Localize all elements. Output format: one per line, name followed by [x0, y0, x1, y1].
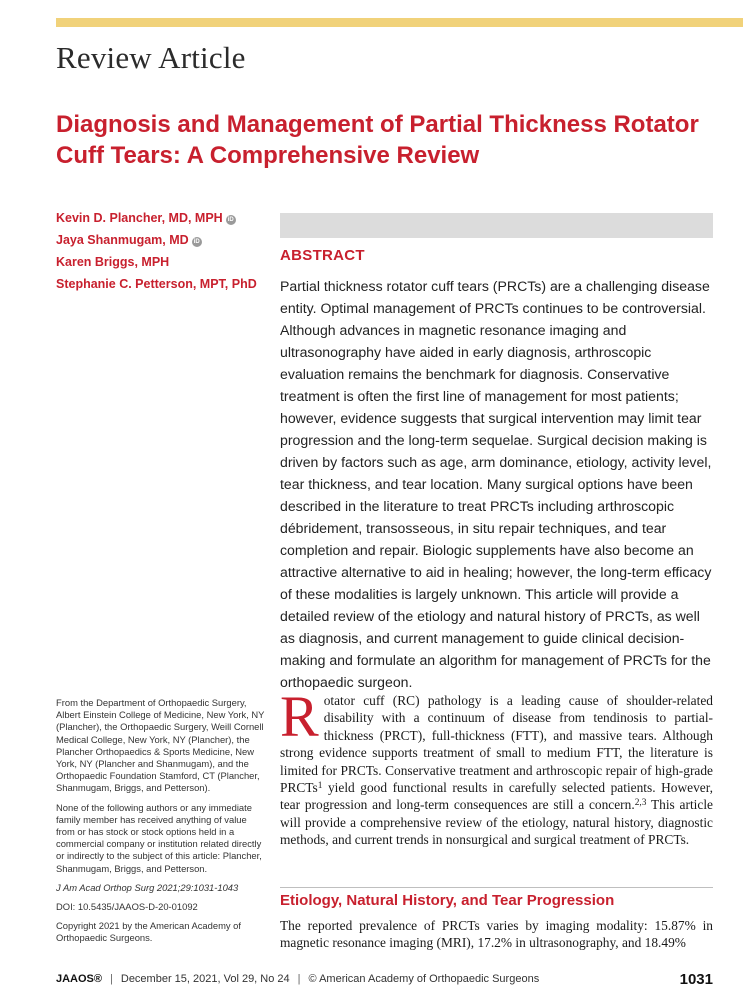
abstract-body: Partial thickness rotator cuff tears (PRCTs) are a challenging disease entity. Optimal management of PRCTs continues to be controversial. Although advances in magnetic resonance imaging and ultrasonography have aided in early diagnosis, arthroscopic evaluation remains the benchmark for diagnosis. Conservative treatment is often the first line of management for most patients; however, evidence suggests that surgical intervention may limit tear progression and the long-term sequelae. Surgical decision making is driven by factors such as age, arm dominance, etiology, activity level, tear thickness, and tear location. Many surgical options have been described in the literature to treat PRCTs including arthroscopic débridement, transosseous, in situ repair techniques, and tear completion and repair. Biologic supplements have also become an attractive alternative to aid in healing; however, the long-term efficacy of these modalities is largely unknown. This article will provide a detailed review of the etiology and natural history of PRCTs, as well as diagnosis, and current management to guide clinical decision-making and formulate an algorithm for management of PRCTs for the orthopaedic surgeon.	[280, 278, 712, 690]
doi-link[interactable]: DOI: 10.5435/JAAOS-D-20-01092	[56, 901, 198, 913]
footer-separator: |	[297, 973, 301, 985]
page-number: 1031	[679, 971, 713, 988]
reference-2-3[interactable]: 2,3	[634, 798, 647, 809]
author-item[interactable]	[56, 229, 276, 251]
intro-text-1: otator cuff (RC) pathology is a leading cause of shoulder-related disability with a continuum of disease from tendinosis to partial-thickness (PRCT), full-thickness (FTT), and massive tears. Although strong evidence supports treatment of small to medium FTT, the literature is limited for PRCTs. Conservative treatment and arthroscopic repair of high-grade PRCTs	[280, 693, 713, 796]
citation-text: J Am Acad Orthop Surg 2021;29:1031-1043	[56, 881, 239, 893]
author-item[interactable]	[56, 207, 276, 229]
author-item[interactable]	[56, 251, 276, 273]
dropcap-letter: R	[280, 684, 319, 749]
article-title: Diagnosis and Management of Partial Thickness Rotator Cuff Tears: A Comprehensive Review	[56, 111, 699, 169]
affiliation-sidebar	[56, 697, 266, 952]
issue-date: December 15, 2021, Vol 29, No 24	[120, 973, 290, 985]
footer-separator: |	[110, 973, 113, 985]
abstract-heading: ABSTRACT	[280, 247, 365, 264]
author-item[interactable]	[56, 273, 276, 295]
affiliation-text: From the Department of Orthopaedic Surgery, Albert Einstein College of Medicine, New York, NY (Plancher), the Orthopaedic Surgery, Weill Cornell Medical College, New York, NY (Plancher), the Plancher Orthopaedics & Sports Medicine, New York, NY (Plancher and Shanmugam), and the Orthopaedic Foundation Stamford, CT (Plancher, Shanmugam, Briggs, and Petterson).	[56, 697, 265, 794]
orcid-icon[interactable]: iD	[193, 239, 200, 245]
publisher-text: © American Academy of Orthopaedic Surgeons	[308, 973, 540, 985]
orcid-icon[interactable]: iD	[227, 217, 234, 223]
reference-1[interactable]: 1	[317, 781, 323, 792]
section-label: Review Article	[56, 40, 246, 75]
intro-text-2: yield good functional results in carefully selected patients. However, tear progression and long-term consequences are still a concern.	[280, 780, 713, 813]
section-paragraph: The reported prevalence of PRCTs varies by imaging modality: 15.87% in magnetic resonance imaging (MRI), 17.2% in ultrasonography, and 18.49%	[280, 918, 713, 951]
section-heading: Etiology, Natural History, and Tear Progression	[280, 892, 615, 909]
intro-paragraph	[280, 684, 713, 849]
author-name[interactable]: Stephanie C. Petterson, MPT, PhD	[56, 277, 257, 291]
author-name[interactable]: Kevin D. Plancher, MD, MPH	[56, 211, 223, 225]
author-name[interactable]: Jaya Shanmugam, MD	[56, 233, 189, 247]
journal-name: JAAOS®	[56, 973, 103, 985]
section-divider	[280, 887, 713, 888]
author-list	[56, 207, 276, 295]
abstract-header-bar	[280, 213, 713, 238]
disclosure-text: None of the following authors or any immediate family member has received anything of value from or has stock or stock options held in a commercial company or institution related directly or indirectly to the subject of this article: Plancher, Shanmugam, Briggs, and Petterson.	[56, 801, 262, 874]
intro-text-3: This article will provide a comprehensive review of the etiology, natural history, diagnostic methods, and current trends in nonsurgical and surgical treatment of PRCTs.	[280, 797, 713, 848]
copyright-text: Copyright 2021 by the American Academy of Orthopaedic Surgeons.	[56, 920, 241, 944]
author-name[interactable]: Karen Briggs, MPH	[56, 255, 170, 269]
page-footer	[56, 971, 713, 988]
header-accent-bar	[56, 18, 743, 27]
